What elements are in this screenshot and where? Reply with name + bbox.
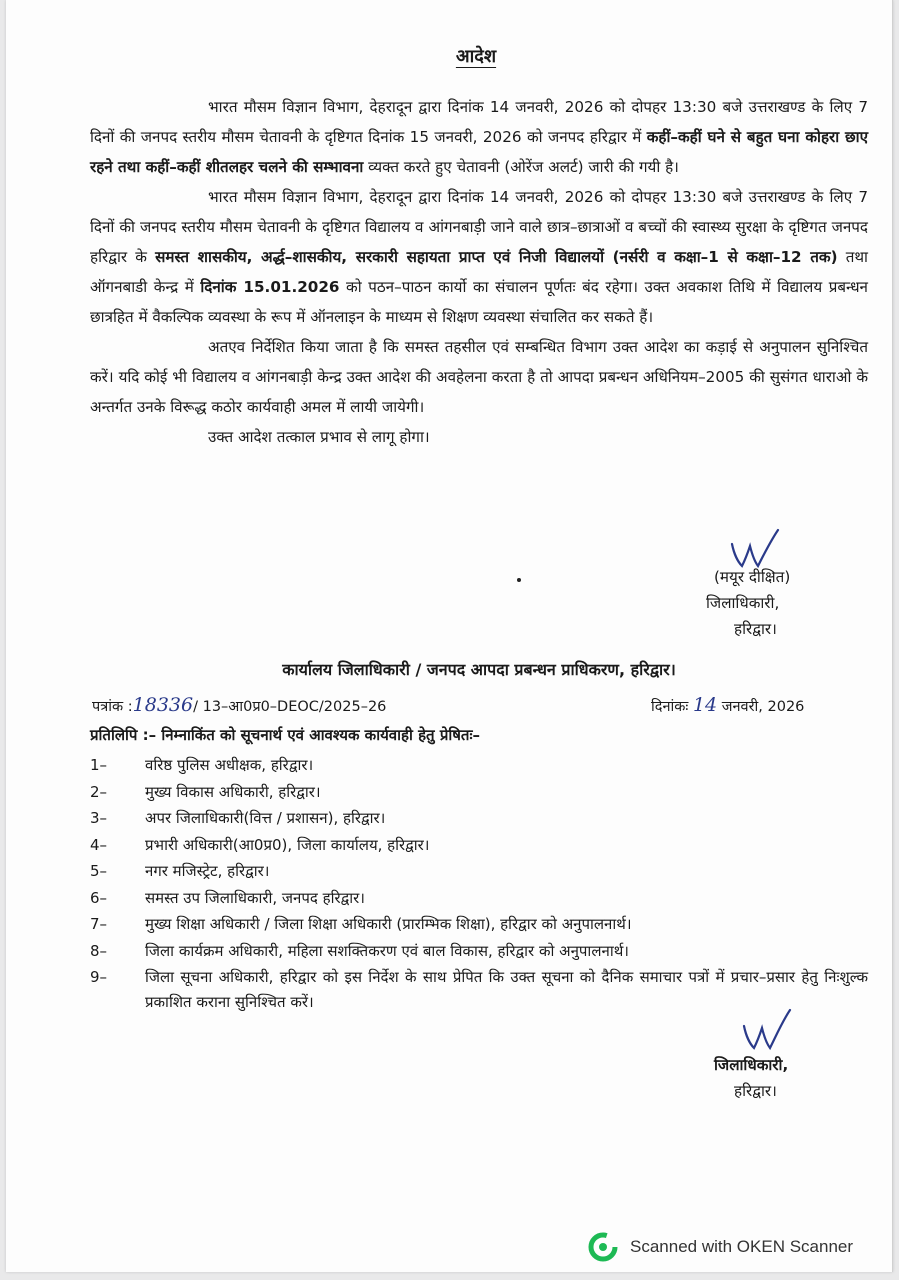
oken-scanner-icon [588, 1232, 618, 1262]
list-item: 3– अपर जिलाधिकारी(वित्त / प्रशासन), हरिद्वार। [90, 809, 386, 827]
order-body [90, 92, 868, 452]
list-item: 2– मुख्य विकास अधिकारी, हरिद्वार। [90, 782, 321, 801]
document-page [6, 0, 893, 1272]
reference-number: पत्रांक :18336/ 13–आ0प्र0–DEOC/2025–26 [92, 694, 387, 716]
signatory-name: (मयूर दीक्षित) [714, 568, 791, 586]
list-item: 9– जिला सूचना अधिकारी, हरिद्वार को इस निर्देश के साथ प्रेपित कि उक्त सूचना को दैनिक समाचार पत्रों में प्रचार–प्रसार हेतु निःशुल्क प्रकाशित कराना सुनिश्चित करें। [90, 968, 868, 1011]
scanner-watermark [588, 1232, 853, 1262]
signature-block-2 [714, 1052, 788, 1104]
paragraph-1: भारत मौसम विज्ञान विभाग, देहरादून द्वारा दिनांक 14 जनवरी, 2026 को दोपहर 13:30 बजे उत्तराखण्ड के लिए 7 दिनों की जनपद स्तरीय मौसम चेतावनी के दृष्टिगत दिनांक 15 जनवरी, 2026 को जनपद हरिद्वार में कहीं–कहीं घने से बहुत घना कोहरा छाए रहने तथा कहीं–कहीं शीतलहर चलने की सम्भावना व्यक्त करते हुए चेतावनी (ओरेंज अलर्ट) जारी की गयी है। [90, 98, 868, 176]
office-title: कार्यालय जिलाधिकारी / जनपद आपदा प्रबन्धन प्राधिकरण, हरिद्वार। [282, 660, 676, 679]
order-title: आदेश [455, 46, 497, 67]
paragraph-4: उक्त आदेश तत्काल प्रभाव से लागू होगा। [208, 428, 430, 446]
list-item: 1– वरिष्ठ पुलिस अधीक्षक, हरिद्वार। [90, 756, 314, 774]
signatory-designation: जिलाधिकारी, [714, 1056, 789, 1074]
handwritten-ref-number: 18336 [132, 694, 194, 716]
list-item: 5– नगर मजिस्ट्रेट, हरिद्वार। [90, 862, 270, 880]
copy-to-list [90, 752, 868, 1014]
paragraph-3: अतएव निर्देशित किया जाता है कि समस्त तहसील एवं सम्बन्धित विभाग उक्त आदेश का कड़ाई से अनुपालन सुनिश्चित करें। यदि कोई भी विद्यालय व आंगनबाड़ी केन्द्र उक्त आदेश की अवहेलना करता है तो आपदा प्रबन्धन अधिनियम–2005 की सुसंगत धाराओ के अन्तर्गत उनके विरूद्ध कठोर कार्यवाही अमल में लायी जायेगी। [90, 338, 868, 416]
watermark-text: Scanned with OKEN Scanner [630, 1237, 854, 1256]
list-item: 8– जिला कार्यक्रम अधिकारी, महिला सशक्तिकरण एवं बाल विकास, हरिद्वार को अनुपालनार्थ। [90, 941, 629, 960]
copy-to-heading: प्रतिलिपि :– निम्नाकिंत को सूचनार्थ एवं आवश्यक कार्यवाही हेतु प्रेषितः– [90, 726, 480, 744]
handwritten-date-day: 14 [692, 694, 718, 716]
stray-dot [517, 578, 521, 582]
signatory-designation: जिलाधिकारी, [706, 594, 780, 612]
list-item: 4– प्रभारी अधिकारी(आ0प्र0), जिला कार्यालय, हरिद्वार। [90, 835, 430, 854]
list-item: 6– समस्त उप जिलाधिकारी, जनपद हरिद्वार। [90, 888, 365, 907]
paragraph-2: भारत मौसम विज्ञान विभाग, देहरादून द्वारा दिनांक 14 जनवरी, 2026 को दोपहर 13:30 बजे उत्तराखण्ड के लिए 7 दिनों की जनपद स्तरीय मौसम चेतावनी के दृष्टिगत विद्यालय व आंगनबाड़ी जाने वाले छात्र–छात्राओं व बच्चों की स्वास्थ्य सुरक्षा के दृष्टिगत जनपद हरिद्वार के समस्त शासकीय, अर्द्ध–शासकीय, सरकारी सहायता प्राप्त एवं निजी विद्यालयों (नर्सरी व कक्षा–1 से कक्षा–12 तक) तथा ऑगनबाडी केन्द्र में दिनांक 15.01.2026 को पठन–पाठन कार्यो का संचालन पूर्णतः बंद रहेगा। उक्त अवकाश तिथि में विद्यालय प्रबन्धन छात्रहित में वैकल्पिक व्यवस्था के रूप में ऑनलाइन के माध्यम से शिक्षण व्यवस्था संचालित कर सकते हैं। [90, 188, 868, 326]
signatory-place: हरिद्वार। [734, 620, 777, 638]
list-item: 7– मुख्य शिक्षा अधिकारी / जिला शिक्षा अधिकारी (प्रारम्भिक शिक्षा), हरिद्वार को अनुपालनार्थ। [90, 915, 632, 933]
signature-mark-2 [738, 1008, 794, 1058]
letter-date: दिनांकः 14 जनवरी, 2026 [651, 694, 805, 716]
signature-block-1 [706, 564, 790, 642]
signatory-place: हरिद्वार। [734, 1082, 777, 1100]
